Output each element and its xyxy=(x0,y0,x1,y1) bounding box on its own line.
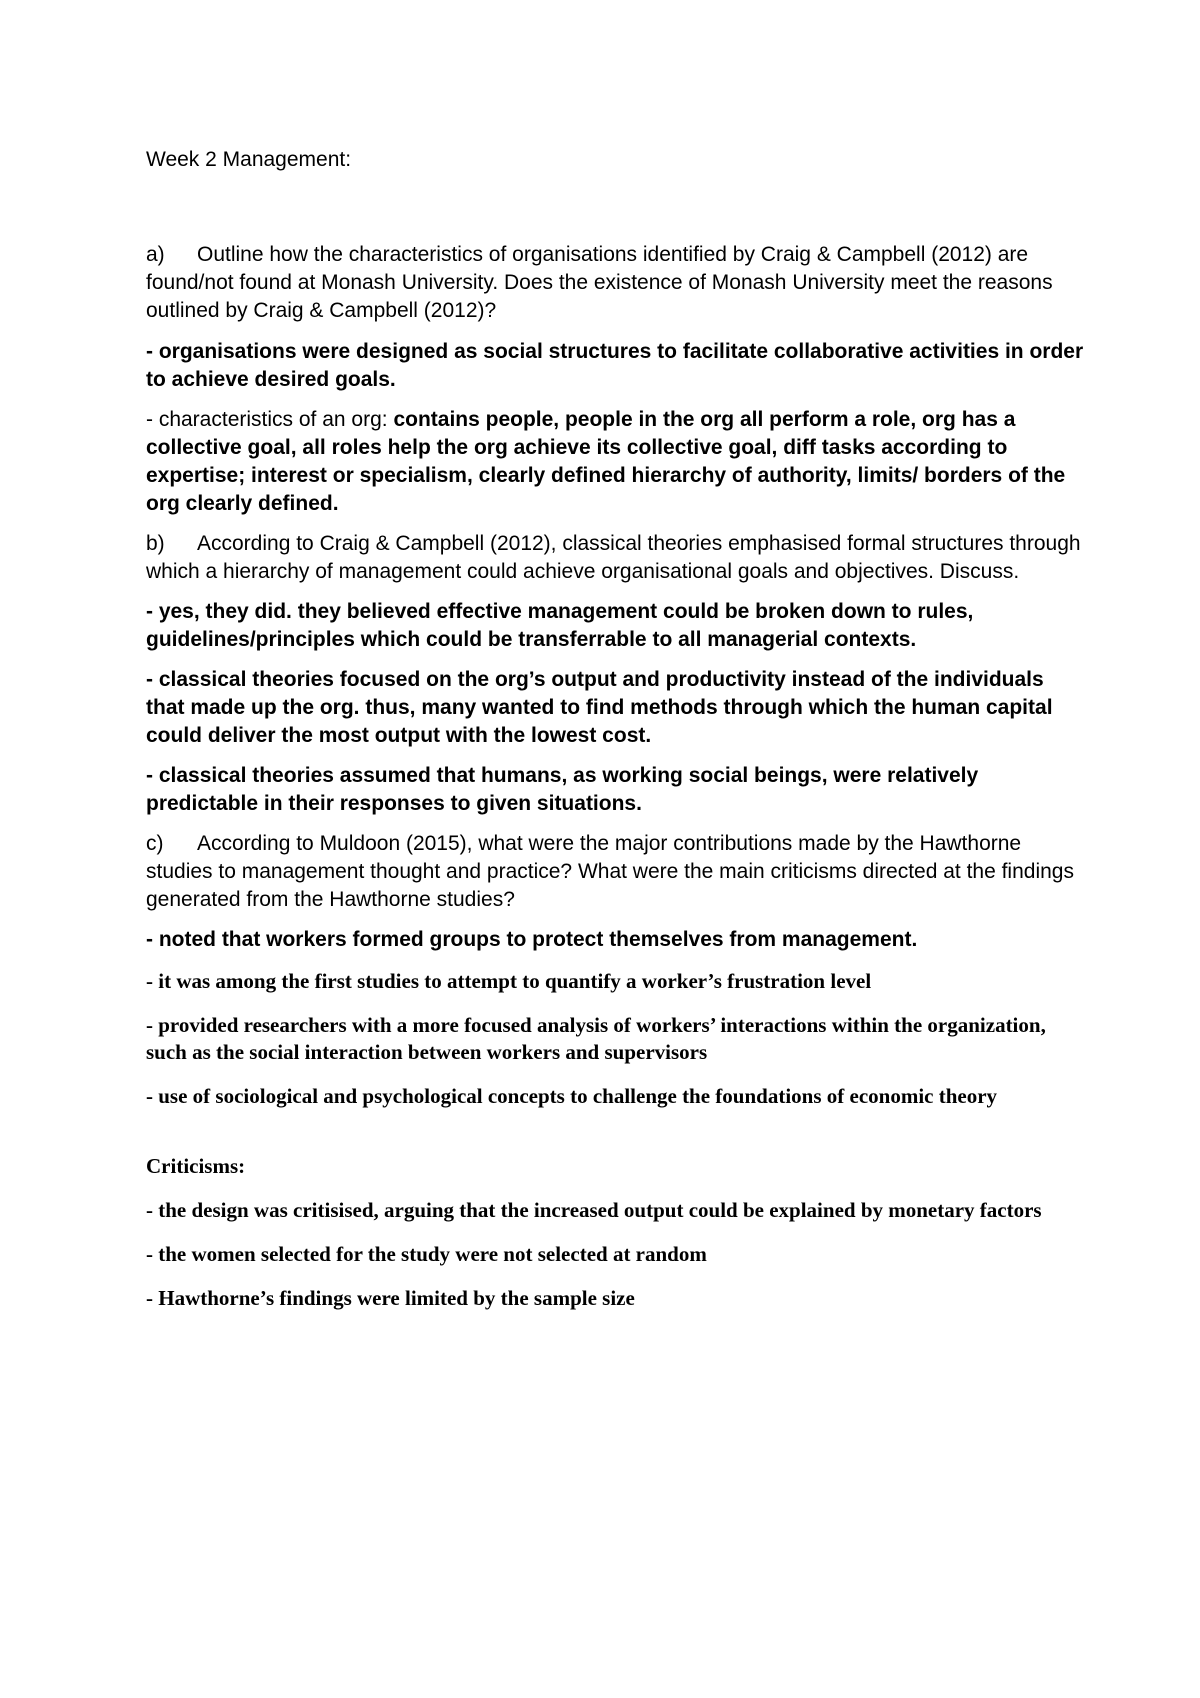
question-b xyxy=(146,530,1086,586)
answer-a-2 xyxy=(146,406,1086,518)
question-b-text: According to Craig & Campbell (2012), classical theories emphasised formal structures through which a hierarchy of management could achieve organisational goals and objectives. Discuss. xyxy=(146,532,1081,583)
answer-b-1: - yes, they did. they believed effective management could be broken down to rules, guidelines/principles which could be transferrable to all managerial contexts. xyxy=(146,600,974,651)
question-c-text: According to Muldoon (2015), what were the major contributions made by the Hawthorne studies to management thought and practice? What were the main criticisms directed at the findings generated from the Hawthorne studies? xyxy=(146,832,1074,911)
question-c-label: c) xyxy=(146,832,164,855)
answer-b-2: - classical theories focused on the org’s output and productivity instead of the individuals that made up the org. thus, many wanted to find methods through which the human capital could deliver the most output with the lowest cost. xyxy=(146,668,1053,747)
answer-a-2-prefix: - characteristics of an org: xyxy=(146,408,394,431)
answer-c-3: - provided researchers with a more focused analysis of workers’ interactions within the organization, such as the social interaction between workers and supervisors xyxy=(146,1013,1046,1064)
question-c xyxy=(146,830,1086,914)
document-page xyxy=(146,146,1086,1329)
document-title: Week 2 Management: xyxy=(146,148,352,171)
spacer xyxy=(146,1127,1086,1153)
answer-a-1: - organisations were designed as social structures to facilitate collaborative activities in order to achieve desired goals. xyxy=(146,340,1084,391)
answer-c-1: - noted that workers formed groups to protect themselves from management. xyxy=(146,928,918,951)
answer-c-4: - use of sociological and psychological concepts to challenge the foundations of economic theory xyxy=(146,1084,998,1108)
question-b-label: b) xyxy=(146,532,165,555)
spacer xyxy=(146,174,1086,241)
question-a-label: a) xyxy=(146,243,165,266)
criticism-1: - the design was critisised, arguing that the increased output could be explained by monetary factors xyxy=(146,1198,1042,1222)
criticism-3: - Hawthorne’s findings were limited by the sample size xyxy=(146,1286,635,1310)
question-a-text: Outline how the characteristics of organisations identified by Craig & Campbell (2012) are found/not found at Monash University. Does the existence of Monash University meet the reasons outlined by Craig & Campbell (2012)? xyxy=(146,243,1053,322)
criticism-2: - the women selected for the study were not selected at random xyxy=(146,1242,707,1266)
criticisms-heading: Criticisms: xyxy=(146,1154,246,1178)
answer-c-2: - it was among the first studies to attempt to quantify a worker’s frustration level xyxy=(146,969,872,993)
answer-b-3: - classical theories assumed that humans, as working social beings, were relatively predictable in their responses to given situations. xyxy=(146,764,979,815)
answer-a-2-bold: contains people, people in the org all perform a role, org has a collective goal, all roles help the org achieve its collective goal, diff tasks according to expertise; interest or specialism, clearly defined hierarchy of authority, limits/ borders of the org clearly defined. xyxy=(146,408,1066,515)
question-a xyxy=(146,241,1086,325)
